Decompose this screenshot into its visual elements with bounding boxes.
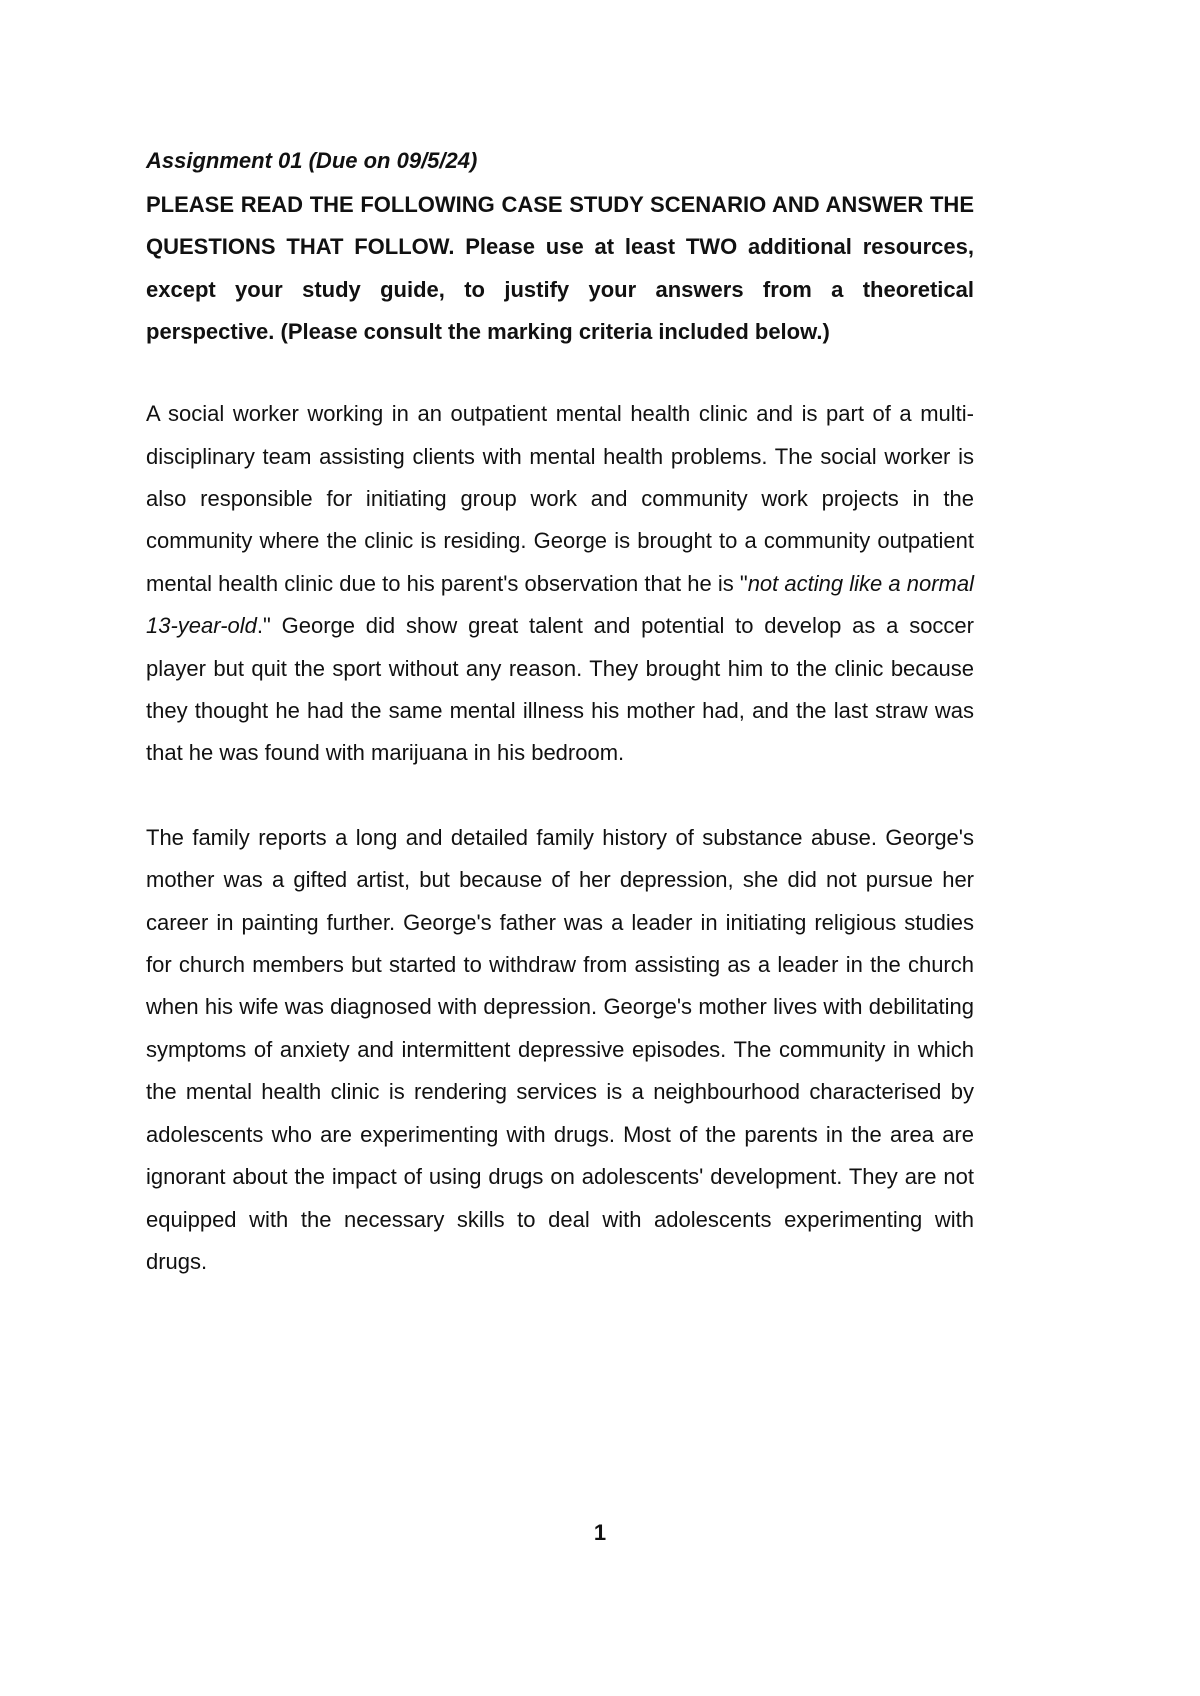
paragraph-1-text-start: A social worker working in an outpatient mental health clinic and is part of a multi-disciplinary team assisting clients with mental health problems. The social worker is also responsible for initiating group work and community work projects in the community where the clinic is residing. George is brought to a community outpatient mental health clinic due to his parent's observation that he is " <box>146 401 974 596</box>
page-number: 1 <box>593 1520 607 1545</box>
quoted-observation: not acting like a normal 13-year-old <box>146 570 974 639</box>
assignment-instructions: PLEASE READ THE FOLLOWING CASE STUDY SCENARIO AND ANSWER THE QUESTIONS THAT FOLLOW. Please use at least TWO additional resources, except your study guide, to justify your answers from a theoretical perspective. (Please consult the marking criteria included below.) <box>146 192 974 344</box>
paragraph-1-text-end: ." George did show great talent and potential to develop as a soccer player but quit the sport without any reason. They brought him to the clinic because they thought he had the same mental illness his mother had, and the last straw was that he was found with marijuana in his bedroom. <box>146 613 974 766</box>
case-study-paragraph-2: The family reports a long and detailed family history of substance abuse. George's mother was a gifted artist, but because of her depression, she did not pursue her career in painting further. George's father was a leader in initiating religious studies for church members but started to withdraw from assisting as a leader in the church when his wife was diagnosed with depression. George's mother lives with debilitating symptoms of anxiety and intermittent depressive episodes. The community in which the mental health clinic is rendering services is a neighbourhood characterised by adolescents who are experimenting with drugs. Most of the parents in the area are ignorant about the impact of using drugs on adolescents' development. They are not equipped with the necessary skills to deal with adolescents experimenting with drugs. <box>146 824 974 1274</box>
case-study-paragraph-1 <box>146 393 974 775</box>
assignment-title: Assignment 01 (Due on 09/5/24) <box>146 148 478 173</box>
page-content <box>146 140 974 1283</box>
